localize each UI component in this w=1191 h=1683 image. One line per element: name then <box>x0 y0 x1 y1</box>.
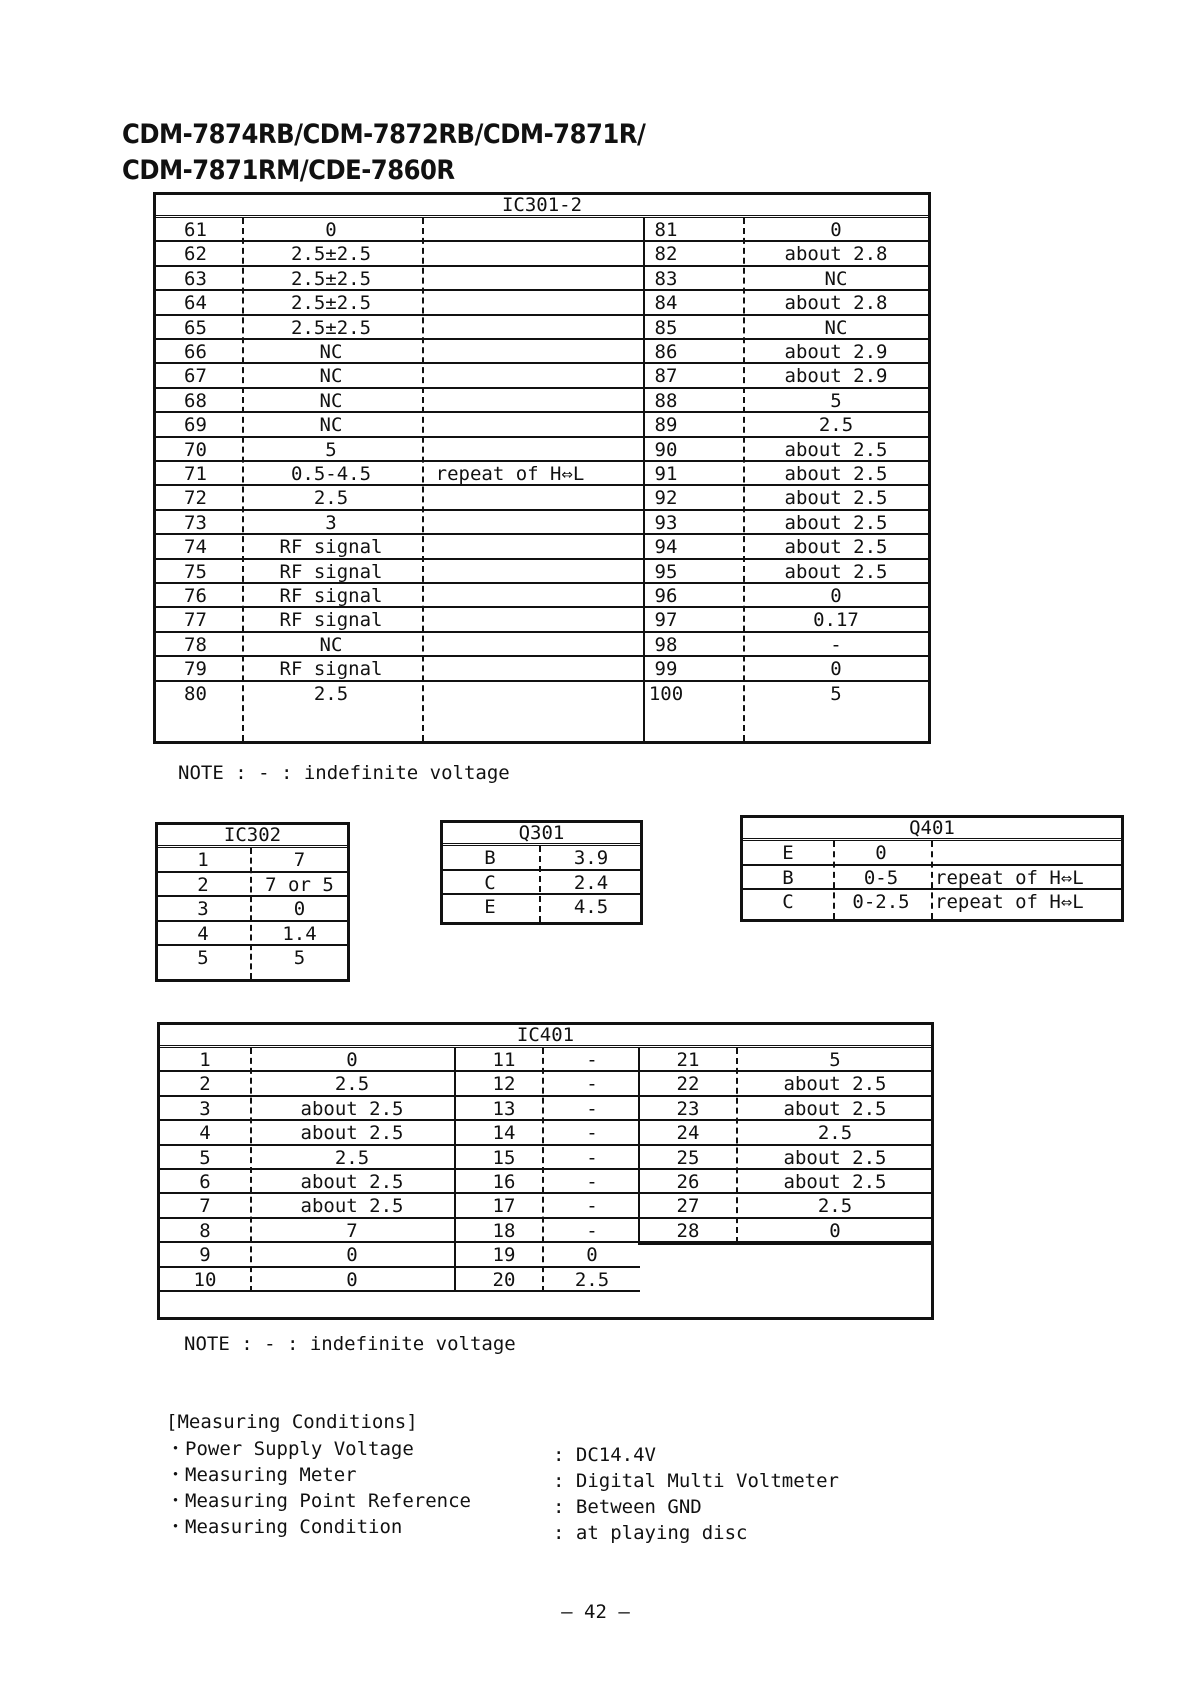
pin-remark <box>426 560 594 582</box>
table-row <box>156 584 928 608</box>
pin-voltage: 0 <box>830 219 842 241</box>
pin-voltage: 0 <box>346 1049 358 1071</box>
pin-voltage: 0 <box>586 1244 598 1266</box>
pin-voltage: 7 <box>346 1219 358 1242</box>
pin-number: 12 <box>492 1073 516 1095</box>
table-row <box>456 1268 640 1292</box>
column-divider-dashed <box>539 846 541 922</box>
pin-voltage: NC <box>824 267 848 290</box>
pin-voltage: about 2.9 <box>784 365 888 387</box>
terminal-voltage: 0-2.5 <box>852 891 910 913</box>
pin-voltage: 0.17 <box>813 609 859 631</box>
pin-voltage: about 2.5 <box>784 438 888 460</box>
table-row <box>640 1146 933 1170</box>
ic401-column-group <box>454 1048 640 1292</box>
condition-value: : at playing disc <box>553 1522 748 1544</box>
table-row <box>456 1243 640 1267</box>
table-row <box>160 1243 454 1267</box>
pin-voltage: 2.5 <box>817 1122 853 1144</box>
pin-voltage: - <box>586 1073 598 1095</box>
table-row <box>456 1048 640 1072</box>
terminal-remark: repeat of H⇔L <box>935 891 1084 913</box>
pin-voltage: 5 <box>325 438 337 460</box>
pin-voltage: NC <box>319 633 343 656</box>
pin-remark <box>426 682 594 706</box>
table-row <box>160 1072 454 1096</box>
table-row <box>640 1097 933 1121</box>
terminal-voltage: 0-5 <box>863 866 899 888</box>
pin-number: 10 <box>193 1268 217 1290</box>
terminal: B <box>782 866 794 888</box>
pin-number: 14 <box>492 1122 516 1144</box>
pin-number: 84 <box>654 292 678 314</box>
pin-number: 1 <box>197 849 209 871</box>
pin-voltage: - <box>586 1171 598 1193</box>
pin-number: 93 <box>654 511 678 534</box>
column-divider-dashed <box>242 218 244 741</box>
pin-voltage: about 2.5 <box>783 1073 887 1095</box>
note-indefinite-voltage-2: NOTE : - : indefinite voltage <box>184 1333 516 1355</box>
pin-number: 2 <box>199 1073 211 1095</box>
pin-remark <box>426 340 594 362</box>
pin-voltage: NC <box>319 414 343 436</box>
pin-voltage: about 2.8 <box>784 292 888 314</box>
pin-number: 77 <box>184 609 207 631</box>
pin-number: 63 <box>184 267 207 290</box>
pin-remark <box>426 267 594 289</box>
table-row <box>156 560 928 584</box>
pin-number: 85 <box>654 316 678 338</box>
table-row <box>160 1097 454 1121</box>
pin-number: 15 <box>492 1146 516 1168</box>
title-line-1: CDM-7874RB/CDM-7872RB/CDM-7871R/ <box>122 119 646 150</box>
condition-label: ・Measuring Meter <box>166 1464 357 1486</box>
pin-number: 94 <box>654 536 678 558</box>
pin-number: 5 <box>199 1146 211 1168</box>
column-divider-dashed <box>833 841 835 919</box>
title-line-2: CDM-7871RM/CDE-7860R <box>122 155 455 186</box>
column-divider <box>643 218 645 741</box>
table-row <box>156 218 928 242</box>
table-row <box>156 267 928 291</box>
pin-voltage: 0 <box>293 898 306 920</box>
pin-voltage: 2.5±2.5 <box>290 243 372 265</box>
column-divider-dashed <box>542 1048 544 1292</box>
pin-number: 3 <box>197 898 209 920</box>
table-row <box>160 1194 454 1218</box>
pin-voltage: - <box>586 1146 598 1168</box>
pin-remark <box>426 364 594 386</box>
pin-number: 71 <box>184 463 207 485</box>
pin-voltage: 3 <box>325 511 337 534</box>
pin-number: 19 <box>492 1244 516 1266</box>
table-row <box>160 1219 454 1243</box>
q301-table <box>440 820 643 925</box>
table-row <box>156 486 928 510</box>
pin-number: 25 <box>676 1146 700 1168</box>
pin-voltage: 0 <box>325 219 337 241</box>
terminal-voltage: 3.9 <box>573 847 609 869</box>
table-row <box>640 1194 933 1218</box>
pin-voltage: RF signal <box>279 560 383 582</box>
pin-number: 82 <box>654 243 678 265</box>
pin-voltage: NC <box>824 316 848 338</box>
table-row <box>156 389 928 413</box>
table-row <box>156 413 928 437</box>
pin-remark: repeat of H⇔L <box>435 463 585 485</box>
pin-remark <box>426 633 594 655</box>
terminal: C <box>782 891 794 913</box>
pin-number: 80 <box>184 682 207 705</box>
pin-remark <box>426 486 594 508</box>
pin-number: 79 <box>184 658 207 680</box>
pin-number: 69 <box>184 414 207 436</box>
pin-remark <box>426 535 594 557</box>
table-header: Q401 <box>743 818 1121 841</box>
pin-number: 5 <box>197 947 209 969</box>
pin-voltage: 2.5 <box>334 1146 370 1168</box>
pin-voltage: 2.5 <box>574 1268 610 1290</box>
pin-voltage: 2.5 <box>818 414 854 436</box>
pin-remark <box>426 438 594 460</box>
pin-number: 78 <box>184 633 207 656</box>
pin-number: 73 <box>184 511 207 534</box>
note-indefinite-voltage-1: NOTE : - : indefinite voltage <box>178 762 510 784</box>
pin-voltage: NC <box>319 341 343 363</box>
ic302-table <box>155 822 350 982</box>
table-header: IC301-2 <box>156 195 928 218</box>
table-row <box>156 242 928 266</box>
table-row <box>456 1146 640 1170</box>
pin-number: 18 <box>492 1219 516 1242</box>
pin-number: 6 <box>199 1171 211 1193</box>
condition-label: ・Measuring Point Reference <box>166 1490 471 1512</box>
terminal: B <box>484 847 496 869</box>
table-row <box>156 682 928 706</box>
pin-voltage: 5 <box>830 682 842 705</box>
pin-voltage: 0 <box>830 585 842 607</box>
pin-voltage: RF signal <box>279 536 383 558</box>
pin-number: 98 <box>654 633 678 656</box>
pin-number: 97 <box>654 609 678 631</box>
table-row <box>156 535 928 559</box>
table-row <box>158 873 347 898</box>
pin-remark <box>426 511 594 533</box>
document-title <box>122 117 645 189</box>
pin-number: 1 <box>199 1049 211 1071</box>
pin-number: 67 <box>184 365 207 387</box>
table-row <box>160 1170 454 1194</box>
pin-number: 22 <box>676 1073 700 1095</box>
pin-voltage: about 2.5 <box>784 560 888 582</box>
table-row <box>456 1072 640 1096</box>
table-row <box>160 1121 454 1145</box>
table-row <box>640 1048 933 1072</box>
terminal-voltage: 2.4 <box>573 871 609 893</box>
table-row <box>156 633 928 657</box>
pin-voltage: about 2.5 <box>784 511 888 534</box>
ic401-column-group <box>160 1048 454 1292</box>
pin-number: 17 <box>492 1195 516 1217</box>
table-row <box>640 1170 933 1194</box>
pin-voltage: RF signal <box>279 658 383 680</box>
pin-number: 99 <box>654 658 678 680</box>
pin-number: 11 <box>492 1049 516 1071</box>
pin-voltage: about 2.5 <box>784 487 888 509</box>
pin-voltage: 2.5 <box>817 1195 853 1217</box>
pin-number: 76 <box>184 585 207 607</box>
measuring-conditions-heading: [Measuring Conditions] <box>166 1411 418 1433</box>
ic301-2-table <box>153 192 931 744</box>
pin-voltage: 2.5±2.5 <box>290 316 372 338</box>
pin-number: 2 <box>197 873 209 895</box>
pin-remark <box>426 608 594 630</box>
condition-value: : Between GND <box>553 1496 702 1518</box>
terminal: C <box>484 871 496 893</box>
pin-number: 87 <box>654 365 678 387</box>
pin-number: 74 <box>184 536 207 558</box>
pin-voltage: about 2.5 <box>300 1122 404 1144</box>
pin-number: 72 <box>184 487 207 509</box>
pin-voltage: - <box>586 1195 598 1217</box>
pin-number: 9 <box>199 1244 211 1266</box>
pin-number: 75 <box>184 560 207 582</box>
terminal-remark <box>935 841 1121 864</box>
column-divider-dashed <box>250 1048 252 1292</box>
pin-number: 4 <box>199 1122 211 1144</box>
table-row <box>443 895 640 920</box>
pin-voltage: 0 <box>346 1268 358 1290</box>
table-row <box>156 364 928 388</box>
condition-label: ・Measuring Condition <box>166 1516 403 1538</box>
pin-number: 16 <box>492 1171 516 1193</box>
pin-number: 88 <box>654 389 678 412</box>
pin-number: 65 <box>184 316 207 338</box>
pin-voltage: 5 <box>293 947 306 969</box>
column-divider-dashed <box>736 1048 738 1243</box>
pin-number: 61 <box>184 219 207 241</box>
terminal: E <box>782 842 794 864</box>
pin-number: 21 <box>676 1049 700 1071</box>
terminal-remark: repeat of H⇔L <box>935 866 1084 888</box>
table-row <box>156 438 928 462</box>
pin-voltage: about 2.5 <box>783 1171 887 1193</box>
pin-voltage: - <box>586 1097 598 1120</box>
pin-voltage: about 2.5 <box>784 463 888 485</box>
pin-number: 26 <box>676 1171 700 1193</box>
pin-number: 81 <box>654 219 678 241</box>
pin-remark <box>426 389 594 411</box>
pin-voltage: about 2.8 <box>784 243 888 265</box>
pin-voltage: 2.5 <box>313 487 349 509</box>
column-divider-dashed <box>250 848 252 979</box>
table-row <box>156 291 928 315</box>
column-divider-dashed <box>422 218 424 741</box>
pin-voltage: RF signal <box>279 609 383 631</box>
table-row <box>158 848 347 873</box>
table-row <box>456 1097 640 1121</box>
table-row <box>156 316 928 340</box>
pin-remark <box>426 584 594 606</box>
pin-number: 66 <box>184 341 207 363</box>
pin-voltage: about 2.9 <box>784 341 888 363</box>
pin-voltage: about 2.5 <box>300 1171 404 1193</box>
pin-voltage: - <box>586 1219 598 1242</box>
table-row <box>443 871 640 896</box>
terminal-voltage: 4.5 <box>573 896 609 918</box>
table-header: IC302 <box>158 825 347 848</box>
pin-number: 64 <box>184 292 207 314</box>
table-row <box>443 846 640 871</box>
pin-voltage: 2.5±2.5 <box>290 292 372 314</box>
table-row <box>640 1121 933 1145</box>
table-row <box>156 340 928 364</box>
q401-table <box>740 815 1124 922</box>
table-row <box>456 1121 640 1145</box>
pin-voltage: 0.5-4.5 <box>290 463 372 485</box>
pin-voltage: NC <box>319 389 343 412</box>
pin-number: 96 <box>654 585 678 607</box>
table-row <box>456 1219 640 1243</box>
pin-number: 86 <box>654 341 678 363</box>
pin-number: 8 <box>199 1219 211 1242</box>
table-row <box>640 1219 933 1243</box>
pin-voltage: - <box>586 1122 598 1144</box>
pin-voltage: about 2.5 <box>784 536 888 558</box>
table-row <box>156 608 928 632</box>
pin-voltage: 7 <box>293 849 306 871</box>
page-number: — 42 — <box>561 1601 630 1623</box>
pin-number: 89 <box>654 414 678 436</box>
pin-remark <box>426 242 594 264</box>
pin-remark <box>426 218 594 240</box>
pin-voltage: 2.5±2.5 <box>290 267 372 290</box>
ic401-table <box>157 1022 934 1320</box>
pin-number: 91 <box>654 463 678 485</box>
pin-number: 24 <box>676 1122 700 1144</box>
pin-voltage: about 2.5 <box>300 1097 404 1120</box>
pin-number: 100 <box>648 682 684 705</box>
condition-value: : DC14.4V <box>553 1444 656 1466</box>
table-header: Q301 <box>443 823 640 846</box>
pin-number: 70 <box>184 438 207 460</box>
pin-voltage: about 2.5 <box>783 1146 887 1168</box>
table-row <box>156 511 928 535</box>
pin-voltage: about 2.5 <box>783 1097 887 1120</box>
table-row <box>160 1048 454 1072</box>
pin-voltage: NC <box>319 365 343 387</box>
column-divider-dashed <box>743 218 745 741</box>
pin-number: 20 <box>492 1268 516 1290</box>
pin-voltage: 7 or 5 <box>265 873 334 895</box>
table-row <box>156 462 928 486</box>
pin-voltage: about 2.5 <box>300 1195 404 1217</box>
pin-voltage: 2.5 <box>334 1073 370 1095</box>
pin-number: 95 <box>654 560 678 582</box>
pin-number: 28 <box>676 1219 700 1242</box>
pin-number: 68 <box>184 389 207 412</box>
pin-number: 4 <box>197 922 209 944</box>
pin-number: 90 <box>654 438 678 460</box>
pin-voltage: 2.5 <box>313 682 349 705</box>
table-header: IC401 <box>160 1025 931 1048</box>
pin-voltage: 1.4 <box>282 922 317 944</box>
pin-number: 92 <box>654 487 678 509</box>
terminal: E <box>484 896 496 918</box>
ic401-column-group <box>638 1048 933 1245</box>
pin-voltage: 5 <box>830 389 842 412</box>
pin-number: 7 <box>199 1195 211 1217</box>
pin-voltage: 0 <box>829 1219 841 1242</box>
pin-voltage: RF signal <box>279 585 383 607</box>
condition-value: : Digital Multi Voltmeter <box>553 1470 839 1492</box>
pin-voltage: 0 <box>830 658 842 680</box>
table-row <box>156 657 928 681</box>
pin-number: 27 <box>676 1195 700 1217</box>
pin-number: 13 <box>492 1097 516 1120</box>
condition-label: ・Power Supply Voltage <box>166 1438 414 1460</box>
column-divider-dashed <box>931 841 933 919</box>
pin-remark <box>426 291 594 313</box>
terminal-voltage: 0 <box>875 842 887 864</box>
pin-number: 83 <box>654 267 678 290</box>
pin-voltage: - <box>830 633 842 656</box>
pin-number: 23 <box>676 1097 700 1120</box>
table-row <box>640 1072 933 1096</box>
table-row <box>160 1268 454 1292</box>
pin-voltage: 0 <box>346 1244 358 1266</box>
pin-remark <box>426 657 594 679</box>
table-row <box>158 922 347 947</box>
pin-remark <box>426 316 594 338</box>
pin-number: 62 <box>184 243 207 265</box>
table-row <box>158 946 347 971</box>
pin-voltage: 5 <box>829 1049 841 1071</box>
table-row <box>456 1194 640 1218</box>
pin-voltage: - <box>586 1049 598 1071</box>
table-row <box>456 1170 640 1194</box>
table-row <box>160 1146 454 1170</box>
table-row <box>158 897 347 922</box>
pin-number: 3 <box>199 1097 211 1120</box>
pin-remark <box>426 413 594 435</box>
